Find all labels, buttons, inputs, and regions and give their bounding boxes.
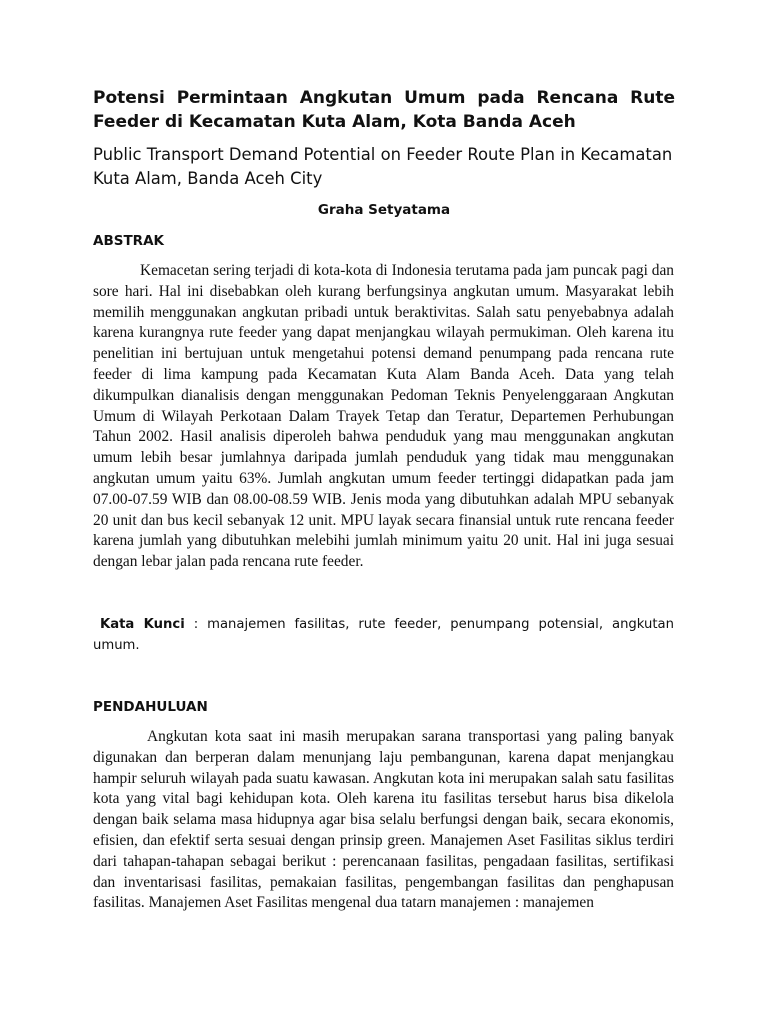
abstract-paragraph: Kemacetan sering terjadi di kota-kota di Indonesia terutama pada jam puncak pagi dan sore hari. Hal ini disebabkan oleh kurang berfungsinya angkutan umum. Masyarakat lebih memilih menggunakan angkutan pribadi untuk beraktivitas. Salah satu penyebabnya adalah karena kurangnya rute feeder yang dapat menjangkau wilayah permukiman. Oleh karena itu penelitian ini bertujuan untuk mengetahui potensi demand penumpang pada rencana rute feeder di lima kampung pada Kecamatan Kuta Alam Banda Aceh. Data yang telah dikumpulkan dianalisis dengan menggunakan Pedoman Teknis Penyelenggaraan Angkutan Umum di Wilayah Perkotaan Dalam Trayek Tetap dan Teratur, Departemen Perhubungan Tahun 2002. Hasil analisis diperoleh bahwa penduduk yang mau menggunakan angkutan umum lebih besar jumlahnya daripada jumlah penduduk yang tidak mau menggunakan angkutan umum yaitu 63%. Jumlah angkutan umum feeder tertinggi didapatkan pada jam 07.00-07.59 WIB dan 08.00-08.59 WIB. Jenis moda yang dibutuhkan adalah MPU sebanyak 20 unit dan bus kecil sebanyak 12 unit. MPU layak secara finansial untuk rute rencana feeder karena jumlah yang dibutuhkan melebihi jumlah minimum yaitu 20 unit. Hal ini juga sesuai dengan lebar jalan pada rencana rute feeder. xyxy=(93,262,674,571)
author-name: Graha Setyatama xyxy=(317,202,451,218)
keywords-text: : manajemen fasilitas, rute feeder, penumpang potensial, angkutan umum. xyxy=(93,617,674,653)
keywords-label: Kata Kunci xyxy=(100,617,185,632)
keywords-line xyxy=(93,614,674,656)
introduction-heading: PENDAHULUAN xyxy=(93,699,208,715)
abstract-heading: ABSTRAK xyxy=(93,233,164,249)
paper-title-english: Public Transport Demand Potential on Feeder Route Plan in Kecamatan Kuta Alam, Banda Aceh City xyxy=(93,145,673,188)
introduction-paragraph: Angkutan kota saat ini masih merupakan sarana transportasi yang paling banyak digunakan dan berperan dalam menunjang laju pembangunan, karena dapat menjangkau hampir seluruh wilayah pada suatu kawasan. Angkutan kota ini merupakan salah satu fasilitas kota yang vital bagi kehidupan kota. Oleh karena itu fasilitas tersebut harus bisa dikelola dengan baik selama masa hidupnya agar bisa selalu berfungsi dengan baik, secara ekonomis, efisien, dan efektif serta sesuai dengan prinsip green. Manajemen Aset Fasilitas siklus terdiri dari tahapan-tahapan sebagai berikut : perencanaan fasilitas, pengadaan fasilitas, sertifikasi dan inventarisasi fasilitas, pemakaian fasilitas, pengembangan fasilitas dan penghapusan fasilitas. Manajemen Aset Fasilitas mengenal dua tatarn manajemen : manajemen xyxy=(93,728,674,912)
paper-title-indonesian: Potensi Permintaan Angkutan Umum pada Rencana Rute Feeder di Kecamatan Kuta Alam, Kota Banda Aceh xyxy=(93,88,675,132)
